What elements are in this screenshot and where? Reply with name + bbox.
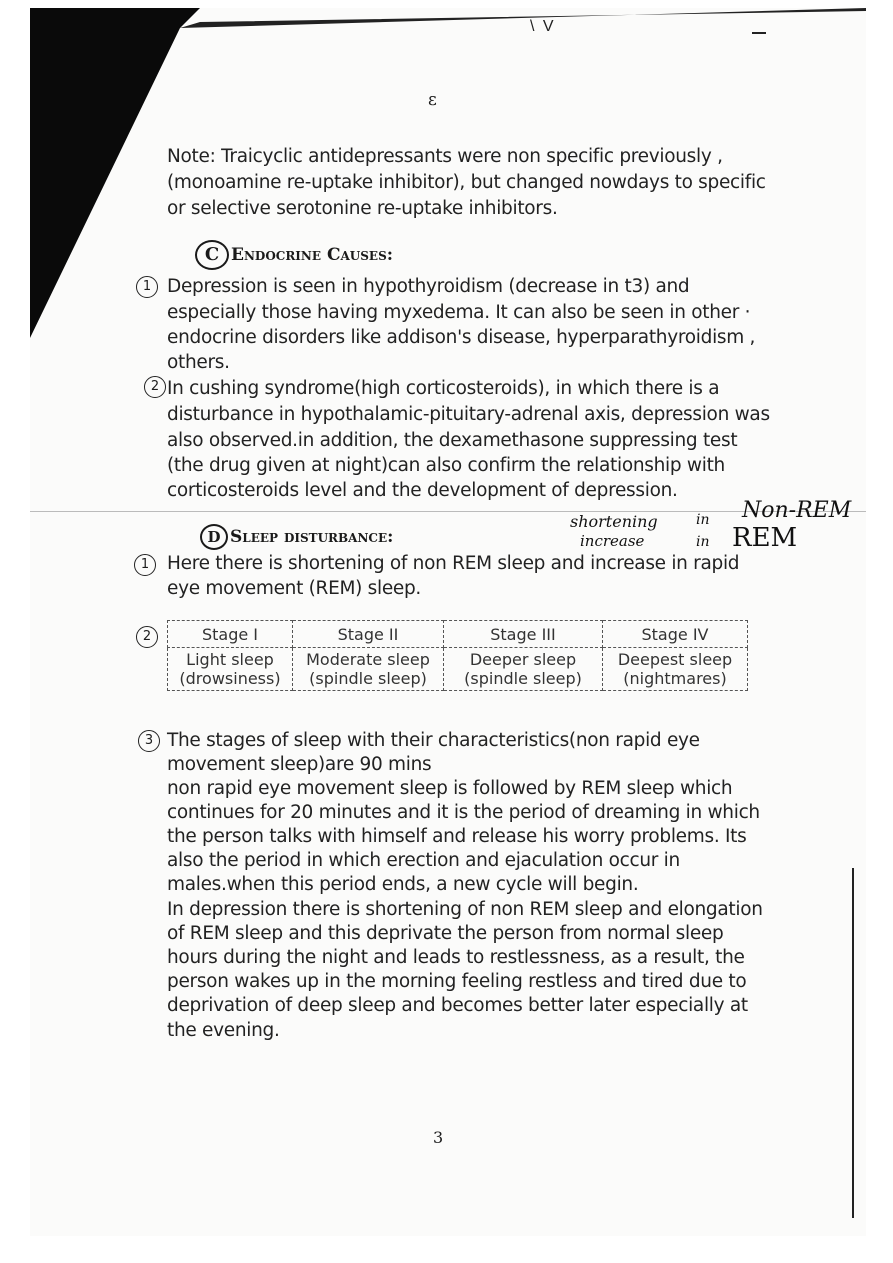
section-c-p1-line-3: endocrine disorders like addison's disease, hyperparathyroidism , bbox=[167, 327, 756, 348]
section-c-p2-line-3: also observed.in addition, the dexamethasone suppressing test bbox=[167, 430, 738, 451]
table-header: Stage II bbox=[293, 621, 444, 648]
top-marks: \ V bbox=[530, 18, 556, 35]
document-page bbox=[30, 8, 866, 1236]
handwritten-in-1: in bbox=[696, 512, 710, 528]
table-header: Stage I bbox=[168, 621, 293, 648]
section-d-p3-line-13: the evening. bbox=[167, 1020, 280, 1041]
cell-line: (spindle sleep) bbox=[309, 669, 427, 688]
section-d-p3-line-3: non rapid eye movement sleep is followed by REM sleep which bbox=[167, 778, 733, 799]
table-cell bbox=[603, 648, 748, 691]
section-d-p3-line-9: of REM sleep and this deprivate the person from normal sleep bbox=[167, 923, 724, 944]
point-number-mark: 1 bbox=[136, 276, 158, 298]
section-d-p3-line-10: hours during the night and leads to restlessness, as a result, the bbox=[167, 947, 745, 968]
section-d-p1-line-2: eye movement (REM) sleep. bbox=[167, 578, 422, 599]
section-d-heading bbox=[200, 524, 393, 550]
note-line-2: (monoamine re-uptake inhibitor), but changed nowdays to specific bbox=[167, 172, 766, 193]
table-cell bbox=[444, 648, 603, 691]
handwritten-in-2: in bbox=[696, 534, 710, 550]
cell-line: Deeper sleep bbox=[469, 650, 577, 669]
handwritten-shortening: shortening bbox=[570, 512, 658, 531]
section-d-p3-line-7: males.when this period ends, a new cycle will begin. bbox=[167, 874, 639, 895]
section-d-p3-line-8: In depression there is shortening of non REM sleep and elongation bbox=[167, 899, 763, 920]
sleep-stages-table bbox=[167, 620, 748, 691]
section-d-p1-line-1: Here there is shortening of non REM sleep and increase in rapid bbox=[167, 553, 740, 574]
section-d-p3-line-1: The stages of sleep with their characteristics(non rapid eye bbox=[167, 730, 700, 751]
section-c-p2-line-1: In cushing syndrome(high corticosteroids), in which there is a bbox=[167, 378, 720, 399]
section-c-p2-line-4: (the drug given at night)can also confirm the relationship with bbox=[167, 455, 725, 476]
note-line-3: or selective serotonine re-uptake inhibitors. bbox=[167, 198, 558, 219]
table-row bbox=[168, 648, 748, 691]
table-cell bbox=[168, 648, 293, 691]
table-header-row bbox=[168, 621, 748, 648]
scan-edge-line bbox=[852, 868, 854, 1218]
point-number-mark: 2 bbox=[136, 626, 158, 648]
cell-line: (drowsiness) bbox=[179, 669, 281, 688]
section-d-p3-line-6: also the period in which erection and ejaculation occur in bbox=[167, 850, 680, 871]
section-d-p3-line-12: deprivation of deep sleep and becomes better later especially at bbox=[167, 995, 748, 1016]
section-d-letter: D bbox=[200, 524, 228, 550]
section-c-p1-line-1: Depression is seen in hypothyroidism (decrease in t3) and bbox=[167, 276, 690, 297]
table-header: Stage IV bbox=[603, 621, 748, 648]
table-header: Stage III bbox=[444, 621, 603, 648]
section-d-title: Sleep disturbance: bbox=[230, 527, 394, 547]
section-d-p3-line-11: person wakes up in the morning feeling restless and tired due to bbox=[167, 971, 747, 992]
section-c-title: Endocrine Causes: bbox=[231, 245, 394, 265]
cell-line: (nightmares) bbox=[623, 669, 727, 688]
point-number-mark: 3 bbox=[138, 730, 160, 752]
page-number: 3 bbox=[433, 1128, 444, 1147]
fold-line bbox=[30, 511, 866, 512]
cell-line: Deepest sleep bbox=[617, 650, 733, 669]
handwritten-rem: REM bbox=[732, 523, 798, 553]
section-c-heading bbox=[195, 240, 393, 270]
section-d-p3-line-4: continues for 20 minutes and it is the period of dreaming in which bbox=[167, 802, 760, 823]
section-c-p1-line-4: others. bbox=[167, 352, 230, 373]
point-number-mark: 2 bbox=[144, 376, 166, 398]
page-mark: ε bbox=[428, 90, 437, 110]
section-c-p2-line-5: corticosteroids level and the development of depression. bbox=[167, 480, 678, 501]
table-cell bbox=[293, 648, 444, 691]
cell-line: Light sleep bbox=[186, 650, 274, 669]
point-number-mark: 1 bbox=[134, 554, 156, 576]
top-dash bbox=[752, 32, 766, 34]
section-c-p2-line-2: disturbance in hypothalamic-pituitary-adrenal axis, depression was bbox=[167, 404, 770, 425]
handwritten-increase: increase bbox=[580, 532, 645, 550]
section-c-p1-line-2: especially those having myxedema. It can also be seen in other · bbox=[167, 302, 751, 323]
cell-line: (spindle sleep) bbox=[464, 669, 582, 688]
section-d-p3-line-2: movement sleep)are 90 mins bbox=[167, 754, 432, 775]
section-c-letter: C bbox=[195, 240, 229, 270]
cell-line: Moderate sleep bbox=[306, 650, 430, 669]
note-line-1: Note: Traicyclic antidepressants were non specific previously , bbox=[167, 146, 723, 167]
section-d-p3-line-5: the person talks with himself and release his worry problems. Its bbox=[167, 826, 747, 847]
handwritten-non-rem: Non-REM bbox=[742, 498, 852, 523]
